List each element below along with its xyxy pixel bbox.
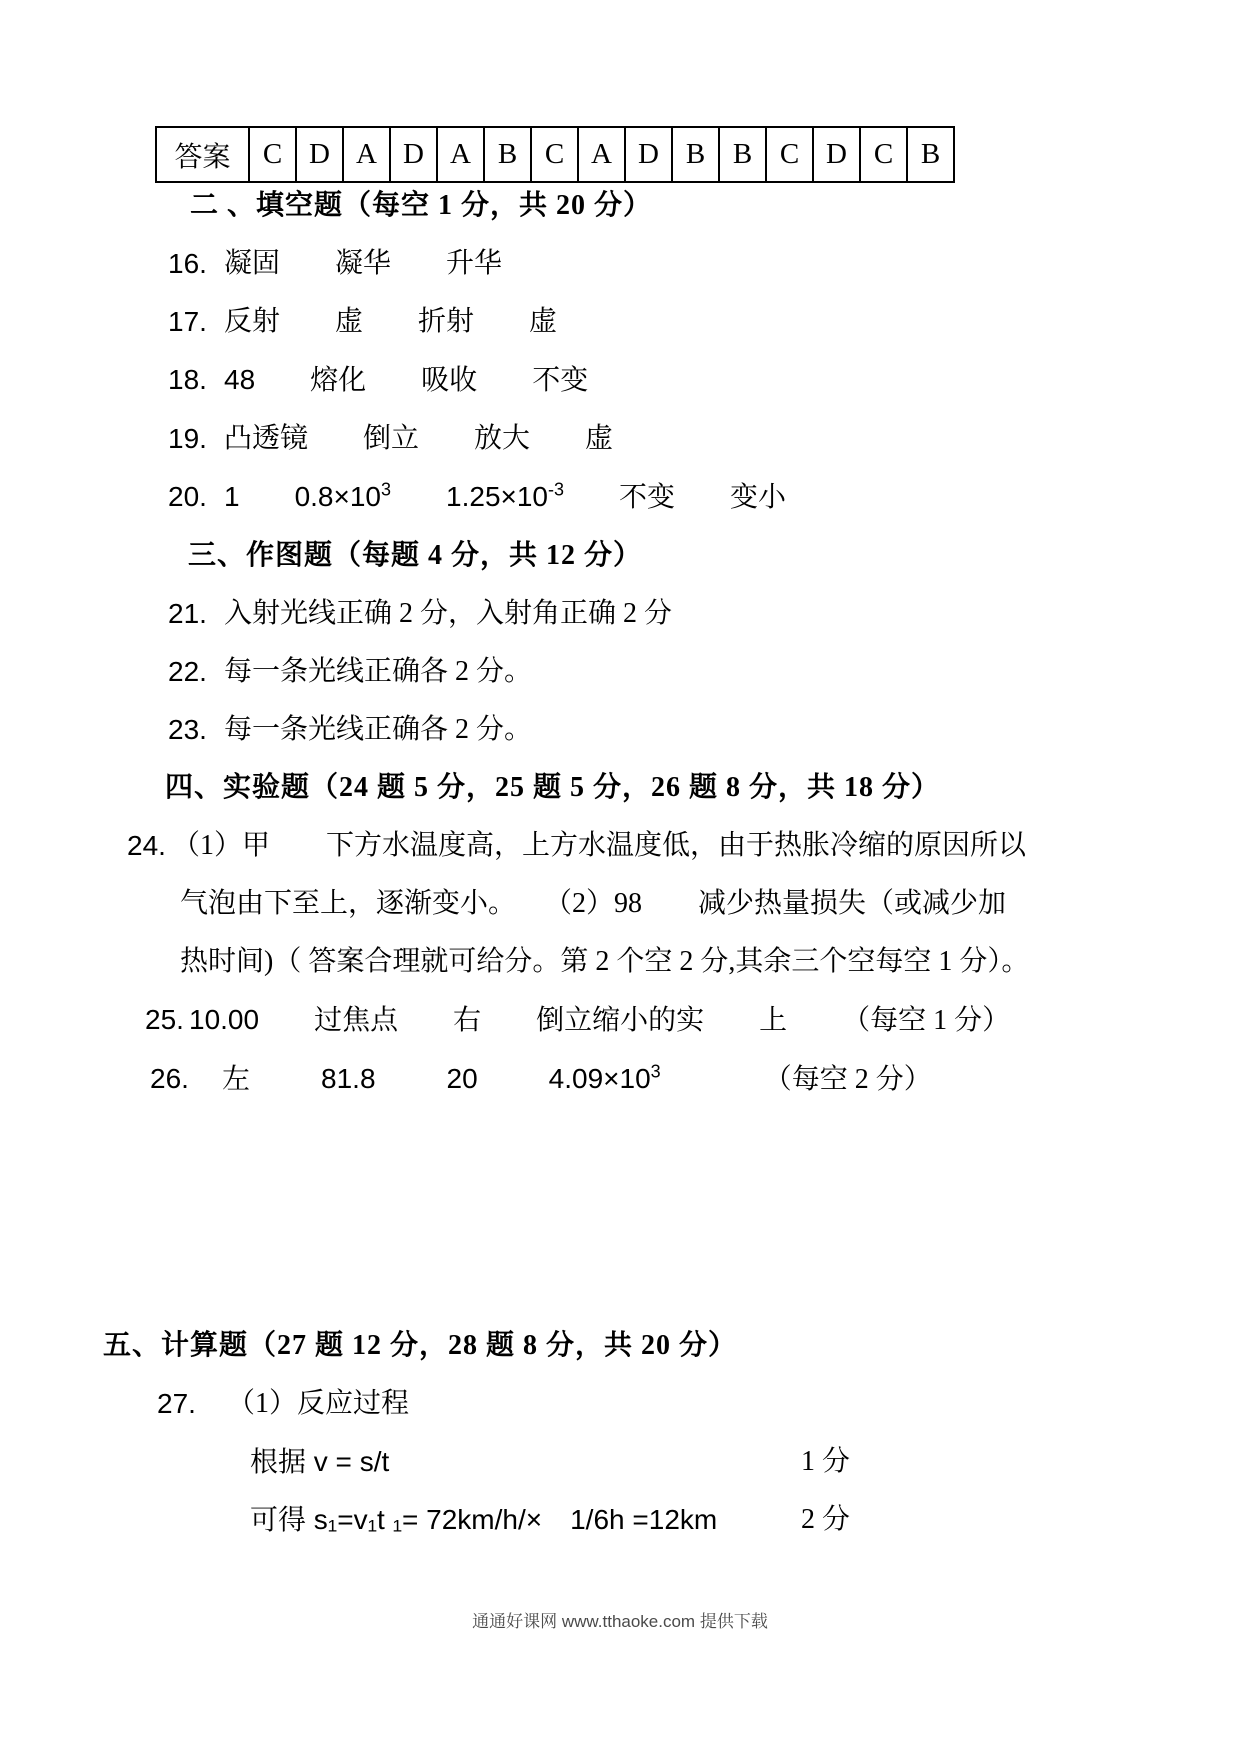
answer-cell-7: C	[531, 127, 578, 182]
item-21	[168, 585, 1240, 643]
answer-blank: 凸透镜	[224, 423, 309, 454]
item-number: 21.	[168, 598, 207, 629]
answer-blank: 凝固	[224, 248, 281, 279]
answer-blank: 虚	[335, 306, 364, 337]
answer-cell-2: D	[296, 127, 343, 182]
value-exponent: -3	[548, 479, 565, 500]
answer-cell-12: C	[766, 127, 813, 182]
item-number: 17.	[168, 306, 207, 337]
answer-blank: 倒立	[363, 423, 420, 454]
answer-blank: 48	[224, 364, 256, 395]
item-20	[168, 468, 1240, 527]
section-title-calculation: 五、计算题（27 题 12 分，28 题 8 分，共 20 分）	[103, 1330, 738, 1361]
footer-text: 通通好课网 www.tthaoke.com 提供下载	[472, 1612, 768, 1631]
item-answers	[224, 235, 550, 293]
answer-blank: 变小	[730, 482, 787, 513]
item-18	[168, 351, 1240, 410]
item-24-line-1	[127, 817, 1240, 875]
answer-blank: 折射	[418, 306, 475, 337]
answer-cell-10: B	[672, 127, 719, 182]
item-27	[157, 1375, 1240, 1433]
item-number: 20.	[168, 481, 207, 512]
item-24-line-3: 热时间)（ 答案合理就可给分。第 2 个空 2 分,其余三个空每空 1 分）。	[180, 946, 1030, 977]
item-25	[145, 991, 1240, 1050]
item-number: 24.	[127, 830, 166, 861]
answer-blank-scientific	[549, 1063, 661, 1094]
answer-blank: 反射	[224, 306, 281, 337]
item-text: 入射光线正确 2 分，入射角正确 2 分	[224, 598, 673, 629]
item-number: 19.	[168, 423, 207, 454]
answer-cell-5: A	[437, 127, 484, 182]
section-title-fill-blanks: 二 、填空题（每空 1 分，共 20 分）	[190, 190, 653, 221]
item-number: 22.	[168, 656, 207, 687]
item-number: 27.	[157, 1388, 196, 1419]
item-24-line-2: 气泡由下至上，逐渐变小。 （2）98 减少热量损失（或减少加	[180, 888, 1007, 919]
answer-cell-3: A	[343, 127, 390, 182]
formula-text: 可得 s₁=v₁t ₁= 72km/h/× 1/6h =12km	[250, 1504, 718, 1535]
item-number: 26.	[150, 1063, 189, 1094]
answer-blank: 不变	[619, 482, 676, 513]
answer-blank: 左	[222, 1064, 251, 1095]
item-text: （1）反应过程	[227, 1388, 410, 1419]
value-exponent: 3	[650, 1061, 661, 1082]
formula-line-1	[250, 1433, 850, 1491]
answer-blank: 凝华	[335, 248, 392, 279]
item-answers	[224, 351, 636, 410]
value-exponent: 3	[381, 479, 392, 500]
item-answers	[224, 293, 605, 351]
answer-blank: 放大	[474, 423, 531, 454]
answer-blank-scientific	[295, 481, 391, 512]
answer-blank: 倒立缩小的实	[536, 1005, 705, 1036]
section-title-drawing: 三、作图题（每题 4 分，共 12 分）	[188, 540, 643, 571]
item-23	[168, 701, 1240, 759]
answer-blank: 右	[453, 1005, 482, 1036]
item-text: 每一条光线正确各 2 分。	[224, 656, 533, 687]
score-note: （每空 2 分）	[763, 1064, 932, 1095]
answer-blank-scientific	[446, 481, 564, 512]
answer-cell-9: D	[625, 127, 672, 182]
item-answers	[189, 991, 1058, 1050]
score-note: （每空 1 分）	[842, 1005, 1011, 1036]
answer-cell-8: A	[578, 127, 625, 182]
answer-table	[155, 126, 955, 183]
item-answers	[224, 410, 661, 468]
item-number: 25.	[145, 1004, 184, 1035]
answer-blank: 81.8	[321, 1063, 376, 1094]
answer-blank: 升华	[446, 248, 503, 279]
item-answers	[224, 468, 834, 527]
answer-cell-11: B	[719, 127, 766, 182]
answer-blank: 吸收	[421, 365, 478, 396]
section-title-experiment: 四、实验题（24 题 5 分，25 题 5 分，26 题 8 分，共 18 分）	[165, 772, 941, 803]
item-17	[168, 293, 1240, 351]
answer-cell-6: B	[484, 127, 531, 182]
item-text: 每一条光线正确各 2 分。	[224, 714, 533, 745]
answer-table-label: 答案	[156, 127, 249, 182]
answer-cell-1: C	[249, 127, 296, 182]
formula-text: 根据 v = s/t	[250, 1446, 390, 1477]
answer-blank: 20	[446, 1063, 478, 1094]
item-24	[0, 817, 1240, 991]
answer-table-row	[156, 127, 954, 182]
answer-cell-4: D	[390, 127, 437, 182]
score-label: 1 分	[800, 1446, 850, 1477]
answer-blank: 虚	[585, 423, 614, 454]
answer-blank: 熔化	[310, 365, 367, 396]
answer-cell-15: B	[907, 127, 954, 182]
item-number: 23.	[168, 714, 207, 745]
item-26	[150, 1050, 1240, 1109]
item-answers	[222, 1050, 996, 1109]
answer-cell-13: D	[813, 127, 860, 182]
value-base: 4.09×10	[548, 1063, 651, 1094]
answer-blank: 10.00	[189, 1004, 260, 1035]
value-base: 1.25×10	[446, 481, 549, 512]
item-number: 18.	[168, 364, 207, 395]
item-number: 16.	[168, 248, 207, 279]
score-label: 2 分	[800, 1504, 850, 1535]
value-base: 0.8×10	[294, 481, 381, 512]
item-19	[168, 410, 1240, 468]
item-22	[168, 643, 1240, 701]
answer-blank: 过焦点	[314, 1005, 399, 1036]
answer-blank: 不变	[532, 365, 589, 396]
answer-cell-14: C	[860, 127, 907, 182]
answer-blank: 虚	[529, 306, 558, 337]
formula-line-2	[250, 1491, 850, 1549]
answer-blank: 1	[224, 481, 240, 512]
item-16	[168, 235, 1240, 293]
item-text: （1）甲 下方水温度高，上方水温度低，由于热胀冷缩的原因所以	[171, 830, 1026, 861]
answer-blank: 上	[759, 1005, 788, 1036]
